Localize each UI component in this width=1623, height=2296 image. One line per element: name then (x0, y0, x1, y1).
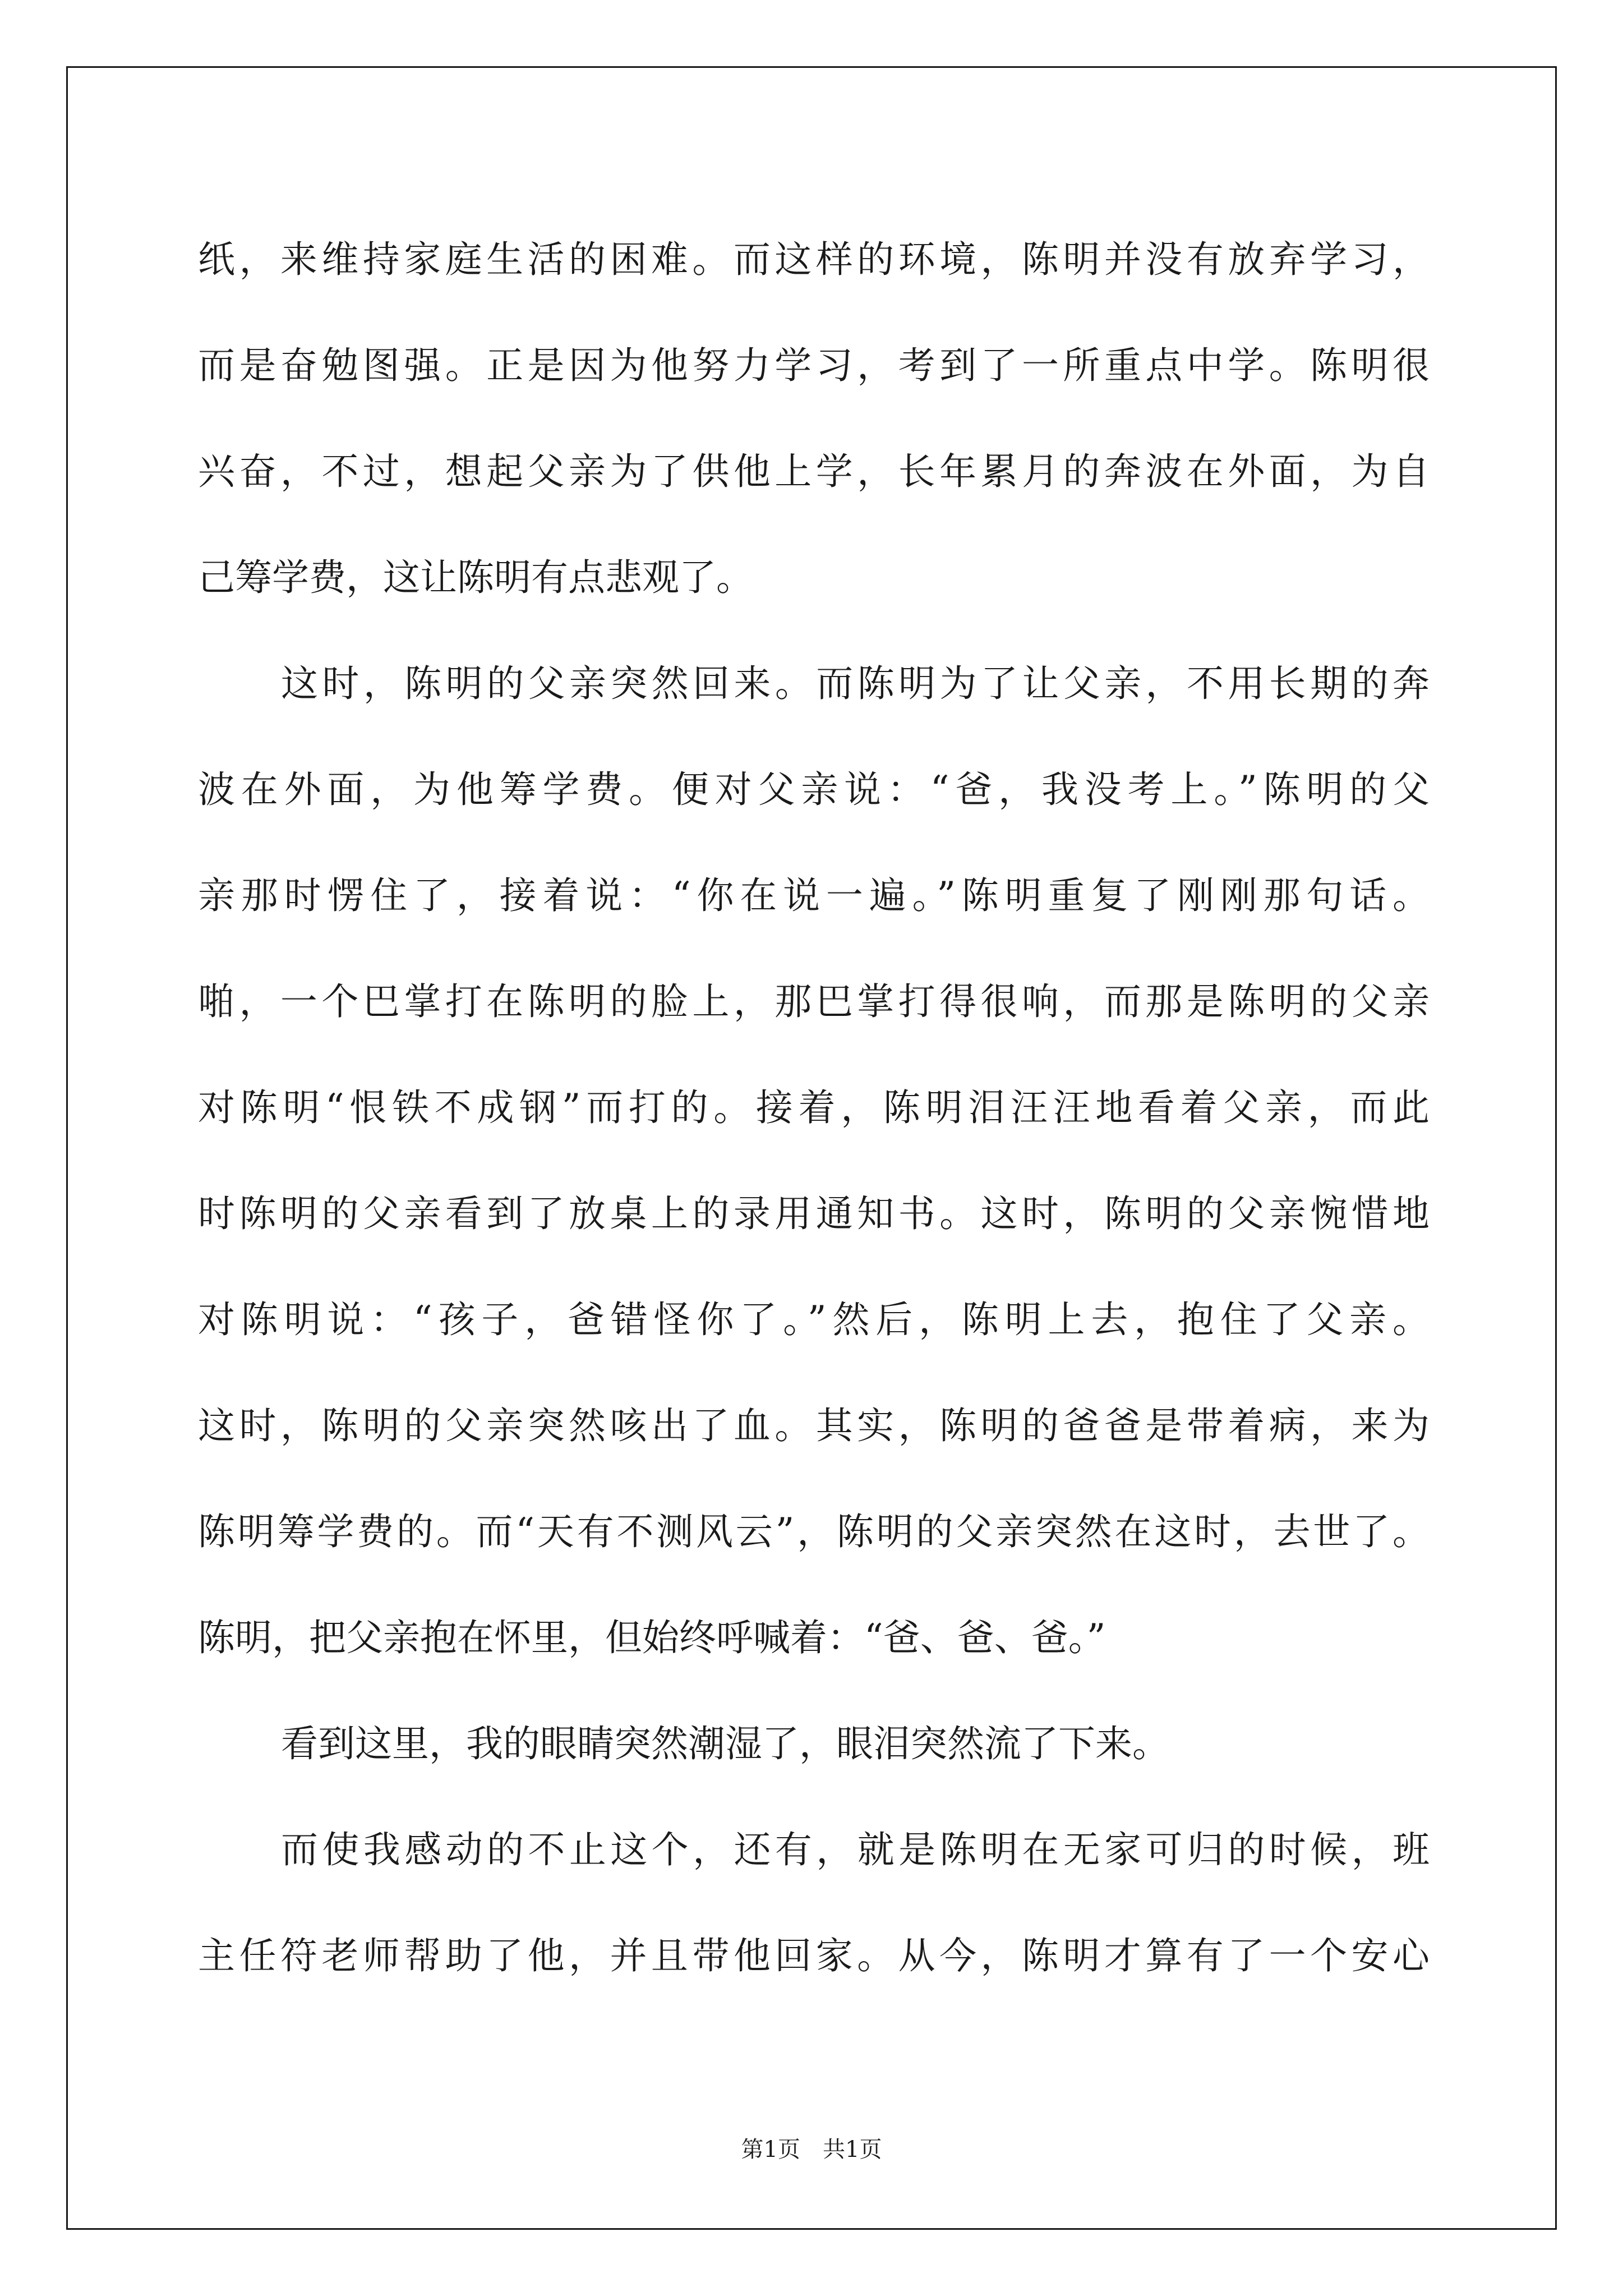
text-line: 这时，陈明的父亲突然咳出了血。其实，陈明的爸爸是带着病，来为 (198, 1404, 1430, 1447)
text-line: 己筹学费，这让陈明有点悲观了。 (198, 556, 753, 599)
page-number: 第1页 (741, 2137, 800, 2162)
text-line: 啪，一个巴掌打在陈明的脸上，那巴掌打得很响，而那是陈明的父亲 (198, 980, 1430, 1023)
text-line: 看到这里，我的眼睛突然潮湿了，眼泪突然流了下来。 (281, 1722, 1169, 1765)
text-line: 这时，陈明的父亲突然回来。而陈明为了让父亲，不用长期的奔 (281, 662, 1430, 705)
text-line: 亲那时愣住了，接着说：“你在说一遍。”陈明重复了刚刚那句话。 (198, 874, 1430, 917)
text-line: 兴奋，不过，想起父亲为了供他上学，长年累月的奔波在外面，为自 (198, 450, 1430, 493)
text-line: 而是奋勉图强。正是因为他努力学习，考到了一所重点中学。陈明很 (198, 344, 1430, 387)
text-line: 时陈明的父亲看到了放桌上的录用通知书。这时，陈明的父亲惋惜地 (198, 1192, 1430, 1235)
text-line: 纸，来维持家庭生活的困难。而这样的环境，陈明并没有放弃学习， (198, 238, 1430, 281)
document-body (198, 206, 1430, 2009)
page-total: 共1页 (823, 2137, 882, 2162)
page-footer (0, 2132, 1623, 2164)
text-line: 陈明，把父亲抱在怀里，但始终呼喊着：“爸、爸、爸。” (198, 1616, 1106, 1659)
text-line: 波在外面，为他筹学费。便对父亲说：“爸，我没考上。”陈明的父 (198, 768, 1430, 811)
text-line: 对陈明说：“孩子，爸错怪你了。”然后，陈明上去，抱住了父亲。 (198, 1298, 1430, 1341)
text-line: 对陈明“恨铁不成钢”而打的。接着，陈明泪汪汪地看着父亲，而此 (198, 1086, 1430, 1129)
text-line: 而使我感动的不止这个，还有，就是陈明在无家可归的时候，班 (281, 1828, 1430, 1871)
text-line: 陈明筹学费的。而“天有不测风云”，陈明的父亲突然在这时，去世了。 (198, 1510, 1430, 1553)
text-line: 主任符老师帮助了他，并且带他回家。从今，陈明才算有了一个安心 (198, 1934, 1430, 1977)
